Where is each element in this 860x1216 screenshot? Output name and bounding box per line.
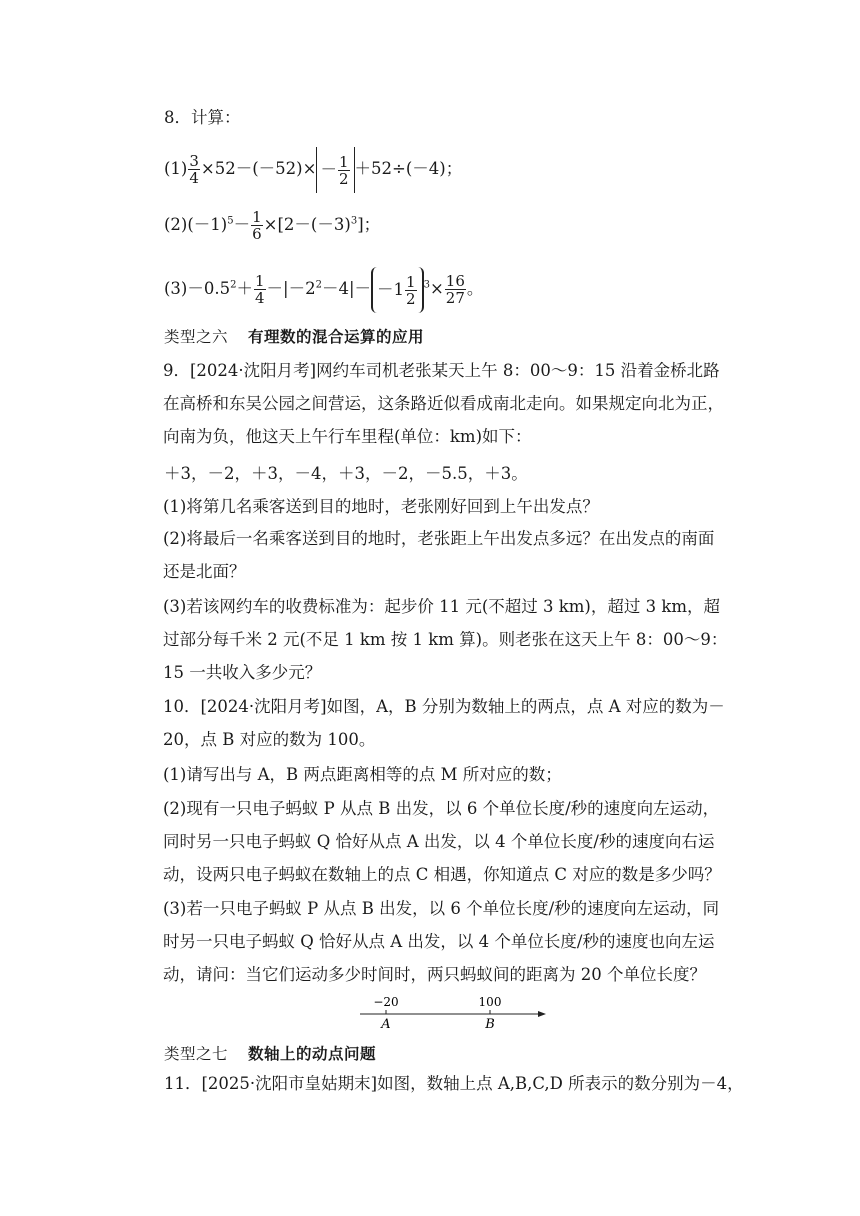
fraction-numerator: 1 bbox=[255, 272, 265, 290]
exponent: 2 bbox=[230, 279, 237, 291]
fraction-numerator: 3 bbox=[189, 152, 199, 170]
q10-subquestion-1: (1)请写出与 A，B 两点距离相等的点 M 所对应的数； bbox=[163, 765, 562, 784]
absolute-value bbox=[316, 147, 354, 193]
section-label: 类型之七 bbox=[164, 1045, 229, 1063]
q8-part3 bbox=[164, 266, 483, 313]
q10-intro: 10．[2024·沈阳月考]如图，A，B 分别为数轴上的两点，点 A 对应的数为－20，点 B 对应的数为 100。 bbox=[163, 697, 725, 749]
q8-p2-tail: ]； bbox=[357, 215, 381, 234]
fraction-numerator: 16 bbox=[445, 272, 465, 290]
q9-data: ＋3，－2，＋3，－4，＋3，－2，－5.5，＋3。 bbox=[164, 464, 528, 483]
abs-sign: － bbox=[320, 159, 337, 179]
fraction bbox=[254, 273, 266, 306]
operator: ＋ bbox=[236, 279, 253, 298]
q10-subquestion-3: (3)若一只电子蚂蚁 P 从点 B 出发，以 6 个单位长度/秒的速度向左运动，同时另一只电子蚂蚁 Q 恰好从点 A 出发，以 4 个单位长度/秒的速度也向左运动，请问：当它们运动多少时间时，两只蚂蚁间的距离为 20 个单位长度？ bbox=[163, 899, 720, 984]
q8-p3-prefix: (3)－0.5 bbox=[164, 279, 231, 298]
fraction-numerator: 1 bbox=[406, 272, 416, 291]
q9-subquestion-2: (2)将最后一名乘客送到目的地时，老张距上午出发点多远？在出发点的南面还是北面？ bbox=[163, 529, 715, 581]
fraction-numerator: 1 bbox=[252, 208, 262, 226]
q8-p1-prefix: (1) bbox=[164, 159, 188, 178]
q9-subquestion-3: (3)若该网约车的收费标准为：起步价 11 元(不超过 3 km)，超过 3 km，超过部分每千米 2 元(不足 1 km 按 1 km 算)。则老张在这天上午 8：00～9：15 一共收入多少元？ bbox=[163, 597, 728, 682]
q8-p2-prefix: (2)(－1) bbox=[164, 215, 228, 234]
q9-subquestion-1: (1)将第几名乘客送到目的地时，老张刚好回到上午出发点？ bbox=[163, 497, 599, 516]
fraction-numerator: 1 bbox=[338, 152, 349, 171]
number-line-arrow bbox=[538, 1011, 546, 1017]
point-a-value: −20 bbox=[373, 995, 399, 1009]
parenthesis-group bbox=[371, 267, 424, 313]
q8-p3-mid: －|－2 bbox=[266, 279, 316, 298]
fraction-denominator: 4 bbox=[255, 289, 265, 307]
section-heading-7 bbox=[164, 1042, 376, 1064]
point-b-label: B bbox=[485, 1017, 495, 1032]
section-title: 有理数的混合运算的应用 bbox=[248, 328, 425, 346]
q8-p2-mid: ×[2－(－3) bbox=[263, 215, 351, 234]
operator: × bbox=[429, 279, 444, 298]
point-b-value: 100 bbox=[478, 995, 502, 1009]
q8-p3-mid2: －4|－ bbox=[321, 279, 372, 298]
fraction bbox=[445, 273, 466, 306]
fraction-denominator: 2 bbox=[338, 169, 349, 188]
q8-p1-mid: ×52－(－52)× bbox=[200, 159, 317, 178]
fraction-denominator: 4 bbox=[189, 169, 199, 187]
q8-title: 8．计算： bbox=[164, 108, 241, 127]
q8-part1 bbox=[164, 146, 462, 193]
q8-part2 bbox=[164, 202, 380, 248]
q10-subquestion-2: (2)现有一只电子蚂蚁 P 从点 B 出发，以 6 个单位长度/秒的速度向左运动，同时另一只电子蚂蚁 Q 恰好从点 A 出发，以 4 个单位长度/秒的速度向右运动，设两只电子蚂蚁在数轴上的点 C 相遇，你知道点 C 对应的数是多少吗？ bbox=[163, 799, 721, 884]
fraction bbox=[188, 153, 200, 186]
fraction-denominator: 6 bbox=[252, 225, 262, 243]
fraction bbox=[405, 274, 417, 307]
period: 。 bbox=[466, 279, 484, 298]
fraction-denominator: 27 bbox=[445, 289, 465, 307]
point-a-label: A bbox=[381, 1017, 391, 1032]
exponent: 3 bbox=[350, 215, 358, 227]
section-title: 数轴上的动点问题 bbox=[248, 1045, 377, 1063]
number-line-figure bbox=[360, 992, 550, 1032]
exponent: 3 bbox=[423, 279, 430, 291]
fraction bbox=[251, 209, 263, 242]
section-heading-6 bbox=[164, 325, 424, 347]
section-label: 类型之六 bbox=[164, 328, 229, 346]
mixed-number-whole: －1 bbox=[377, 279, 405, 299]
fraction bbox=[338, 154, 350, 187]
exponent: 5 bbox=[227, 215, 234, 227]
fraction-denominator: 2 bbox=[406, 289, 416, 308]
operator: － bbox=[233, 215, 251, 234]
exponent: 2 bbox=[315, 279, 322, 291]
q11-intro: 11．[2025·沈阳市皇姑期末]如图，数轴上点 A,B,C,D 所表示的数分别为－4， bbox=[164, 1074, 744, 1093]
q8-p1-tail: ＋52÷(－4)； bbox=[354, 159, 463, 178]
q9-intro: 9．[2024·沈阳月考]网约车司机老张某天上午 8：00～9：15 沿着金桥北路在高桥和东吴公园之间营运，这条路近似看成南北走向。如果规定向北为正，向南为负，他这天上午行车里程(单位：km)如下： bbox=[163, 361, 724, 446]
